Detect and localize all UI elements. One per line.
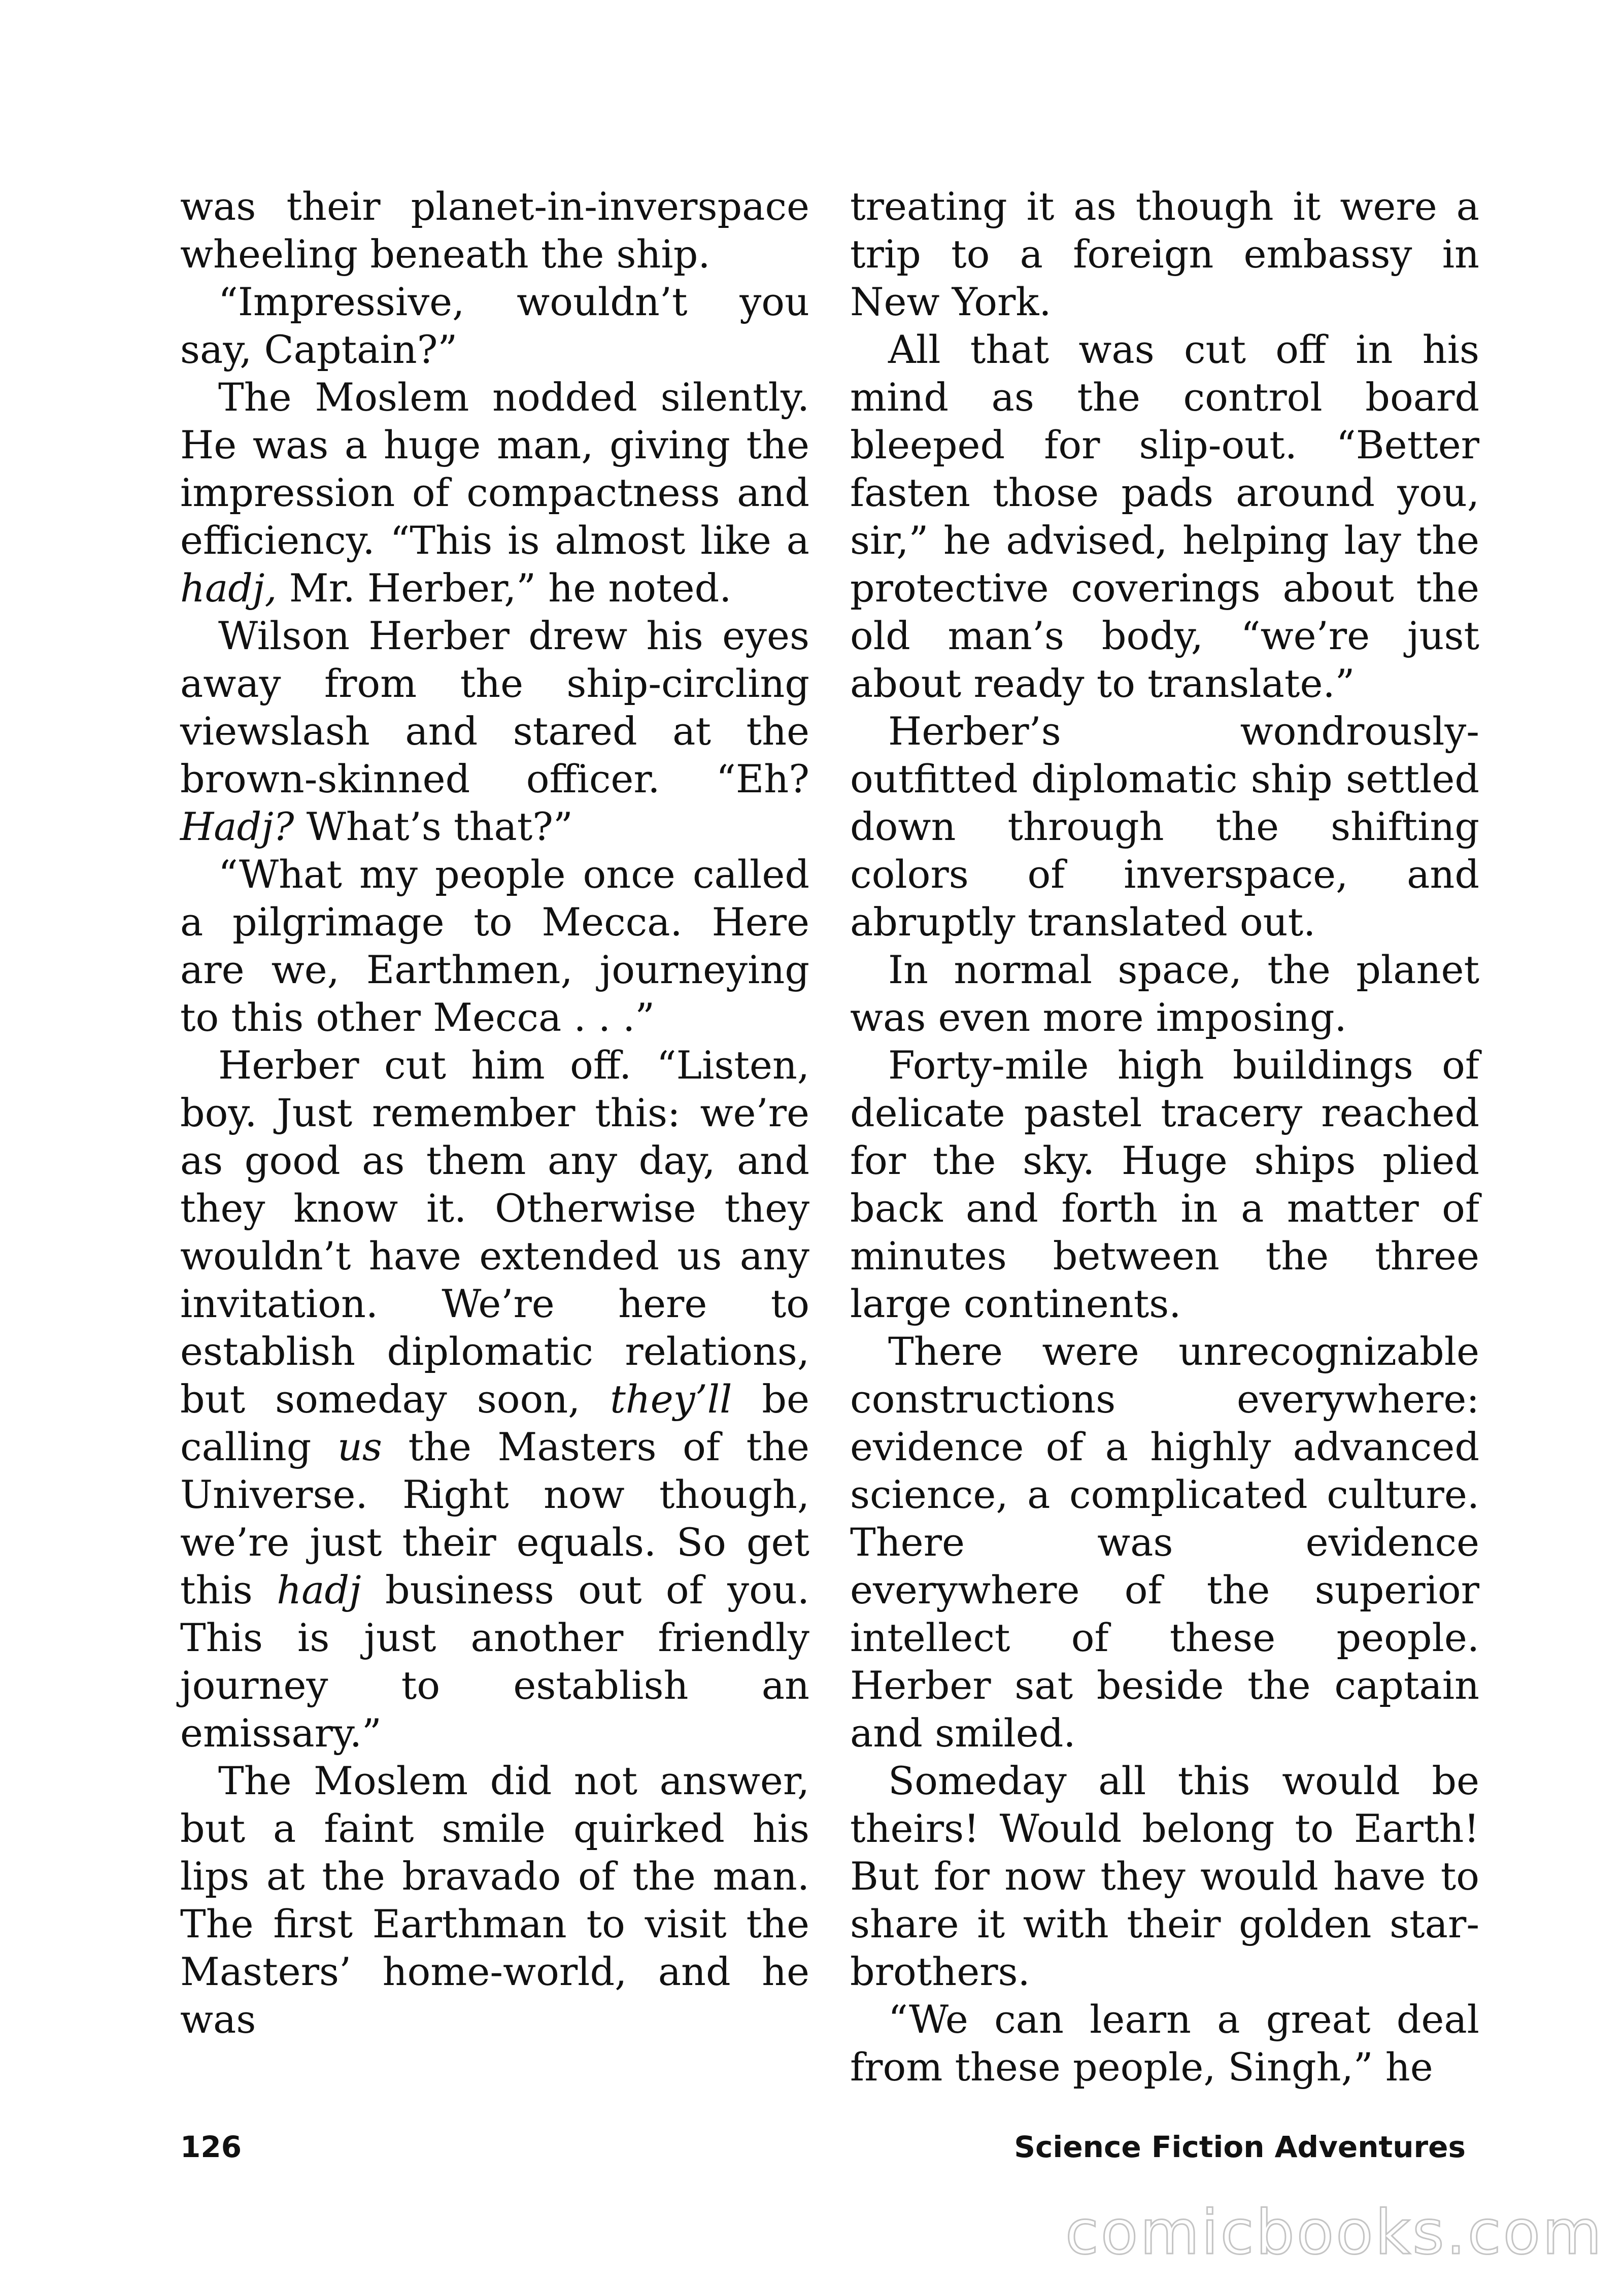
paragraph	[850, 326, 1479, 708]
text-run: Mr. Herber,” he noted.	[277, 565, 732, 611]
italic-text: hadj,	[180, 565, 277, 611]
text-run: The Moslem did not answer, but a faint smile quirked his lips at the bravado of the man. The first Earthman to visit the Masters’ home-world, and he was	[180, 1758, 809, 2042]
left-text-column	[180, 183, 809, 2043]
italic-text: us	[337, 1424, 382, 1469]
text-run: The Moslem nodded silently. He was a huge man, giving the impression of compactness and efficiency. “This is almost like a	[180, 375, 809, 563]
paragraph	[180, 183, 809, 278]
text-run: All that was cut off in his mind as the control board bleeped for slip-out. “Better fasten those pads around you, sir,” he advised, helping lay the protective coverings about the old man’s body, “we’re just about ready to translate.”	[850, 327, 1479, 706]
text-run: “What my people once called a pilgrimage to Mecca. Here are we, Earthmen, journeying to this other Mecca . . .”	[180, 852, 809, 1040]
paragraph	[850, 183, 1479, 326]
text-run: Someday all this would be theirs! Would belong to Earth! But for now they would have to share it with their golden star-brothers.	[850, 1758, 1479, 1994]
running-title: Science Fiction Adventures	[1014, 2130, 1466, 2164]
paragraph	[850, 708, 1479, 946]
text-run: business out of you. This is just another friendly journey to establish an emissary.”	[180, 1567, 809, 1756]
paragraph	[180, 612, 809, 851]
paragraph	[180, 374, 809, 612]
text-run: Wilson Herber drew his eyes away from the ship-circling viewslash and stared at the brown-skinned officer. “Eh?	[180, 613, 809, 801]
text-run: What’s that?”	[294, 804, 573, 849]
text-run: be calling	[180, 1376, 809, 1469]
watermark: comicbooks.com	[1065, 2198, 1604, 2268]
paragraph	[180, 1757, 809, 2043]
text-run: treating it as though it were a trip to a foreign embassy in New York.	[850, 184, 1479, 324]
italic-text: they’ll	[610, 1376, 732, 1422]
paragraph	[850, 1996, 1479, 2091]
right-text-column	[850, 183, 1479, 2091]
italic-text: hadj	[277, 1567, 361, 1612]
text-run: Forty-mile high buildings of delicate pastel tracery reached for the sky. Huge ships plied back and forth in a matter of minutes between the three large continents.	[850, 1043, 1479, 1326]
paragraph	[850, 1328, 1479, 1757]
text-run: Herber cut him off. “Listen, boy. Just remember this: we’re as good as them any day, and they know it. Otherwise they wouldn’t have extended us any invitation. We’re here to establish diplomatic relations, but someday soon,	[180, 1043, 809, 1422]
text-run: “We can learn a great deal from these people, Singh,” he	[850, 1997, 1479, 2090]
text-run: There were unrecognizable constructions everywhere: evidence of a highly advanced science, a complicated culture. There was evidence everywhere of the superior intellect of these people. Herber sat beside the captain and smiled.	[850, 1329, 1479, 1756]
paragraph	[850, 1041, 1479, 1328]
paragraph	[180, 278, 809, 374]
text-run: “Impressive, wouldn’t you say, Captain?”	[180, 279, 809, 372]
paragraph	[180, 1041, 809, 1757]
paragraph	[850, 946, 1479, 1041]
page-number: 126	[180, 2130, 242, 2164]
paragraph	[180, 851, 809, 1041]
text-run: the Masters of the Universe. Right now though, we’re just their equals. So get this	[180, 1424, 809, 1612]
paragraph	[850, 1757, 1479, 1996]
text-run: was their planet-in-inverspace wheeling beneath the ship.	[180, 184, 809, 277]
text-run: Herber’s wondrously-outfitted diplomatic ship settled down through the shifting colors of inverspace, and abruptly translated out.	[850, 709, 1479, 945]
italic-text: Hadj?	[180, 804, 294, 849]
text-run: In normal space, the planet was even more imposing.	[850, 947, 1479, 1040]
